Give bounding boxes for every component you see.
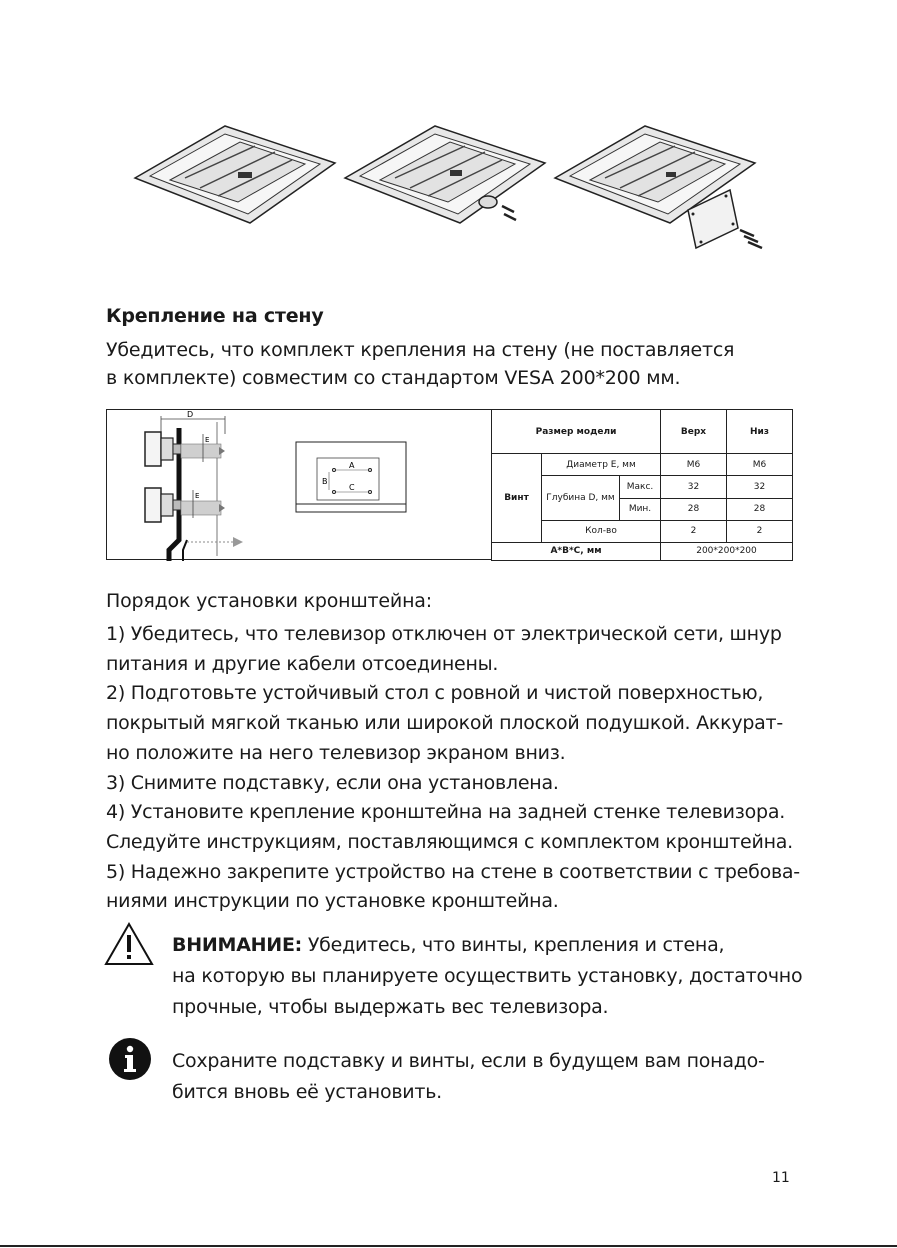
warning-line: Убедитесь, что винты, крепления и стена, <box>307 934 725 956</box>
warning-line: прочные, чтобы выдержать вес телевизора. <box>172 996 609 1018</box>
depth-max-bottom: 32 <box>727 476 793 498</box>
list-item: ниями инструкции по установке кронштейна. <box>106 890 559 913</box>
info-text <box>172 1046 812 1108</box>
list-item: 5) Надежно закрепите устройство на стене в соответствии с требова- <box>106 860 800 883</box>
tv-facedown-illustration-2 <box>340 118 550 228</box>
list-item: но положите на него телевизор экраном вниз. <box>106 741 566 764</box>
table-row <box>492 454 793 476</box>
table-row <box>492 410 793 454</box>
intro-line: Убедитесь, что комплект крепления на стену (не поставляется <box>106 339 735 361</box>
abc-value: 200*200*200 <box>661 542 793 560</box>
list-item: 2) Подготовьте устойчивый стол с ровной и чистой поверхностью, <box>106 682 764 705</box>
quantity-label: Кол-во <box>542 520 661 542</box>
label-e-upper: E <box>205 436 210 444</box>
depth-min-top: 28 <box>661 498 727 520</box>
list-item: 1) Убедитесь, что телевизор отключен от электрической сети, шнур <box>106 623 782 645</box>
depth-label: Глубина D, мм <box>542 476 620 520</box>
list-item: покрытый мягкой тканью или широкой плоской подушкой. Аккурат- <box>106 712 783 735</box>
page-number: 11 <box>772 1170 790 1186</box>
header-bottom: Низ <box>727 410 793 454</box>
depth-max-label: Макс. <box>620 476 661 498</box>
group-screw: Винт <box>492 454 542 543</box>
list-item: 3) Снимите подставку, если она установлена. <box>106 771 559 794</box>
spec-table <box>491 409 793 561</box>
tv-facedown-illustration-3 <box>550 118 790 268</box>
warning-triangle-icon <box>104 922 154 966</box>
list-item: Следуйте инструкциям, поставляющимся с комплектом кронштейна. <box>106 830 793 853</box>
header-top: Верх <box>661 410 727 454</box>
label-a: A <box>349 461 355 470</box>
section-title: Крепление на стену <box>106 305 324 327</box>
info-icon <box>108 1037 152 1081</box>
abc-label: A*B*C, мм <box>492 542 661 560</box>
diameter-bottom: M6 <box>727 454 793 476</box>
intro-line: в комплекте) совместим со стандартом VESA 200*200 мм. <box>106 367 681 389</box>
steps-list <box>106 620 806 917</box>
info-line: бится вновь её установить. <box>172 1081 442 1103</box>
depth-max-top: 32 <box>661 476 727 498</box>
intro-text <box>106 336 806 392</box>
depth-min-bottom: 28 <box>727 498 793 520</box>
steps-title: Порядок установки кронштейна: <box>106 590 432 612</box>
quantity-top: 2 <box>661 520 727 542</box>
list-item: 4) Установите крепление кронштейна на задней стенке телевизора. <box>106 801 786 824</box>
label-d: D <box>187 410 194 419</box>
bracket-diagram <box>107 410 493 561</box>
list-item: питания и другие кабели отсоединены. <box>106 652 499 675</box>
label-e-lower: E <box>195 492 200 500</box>
diameter-top: M6 <box>661 454 727 476</box>
wall-mount-diagram <box>106 409 492 560</box>
header-model-size: Размер модели <box>492 410 661 454</box>
warning-heading: ВНИМАНИЕ: <box>172 934 303 956</box>
warning-text <box>172 930 812 1023</box>
diameter-label: Диаметр E, мм <box>542 454 661 476</box>
label-c: C <box>349 483 355 492</box>
warning-line: на которую вы планируете осуществить установку, достаточно <box>172 965 803 987</box>
table-row <box>492 542 793 560</box>
stand-removal-illustrations <box>120 118 800 268</box>
bottom-divider <box>0 1245 897 1247</box>
tv-facedown-illustration-1 <box>130 118 340 228</box>
label-b: B <box>322 477 328 486</box>
depth-min-label: Мин. <box>620 498 661 520</box>
quantity-bottom: 2 <box>727 520 793 542</box>
info-line: Сохраните подставку и винты, если в будущем вам понадо- <box>172 1050 765 1072</box>
